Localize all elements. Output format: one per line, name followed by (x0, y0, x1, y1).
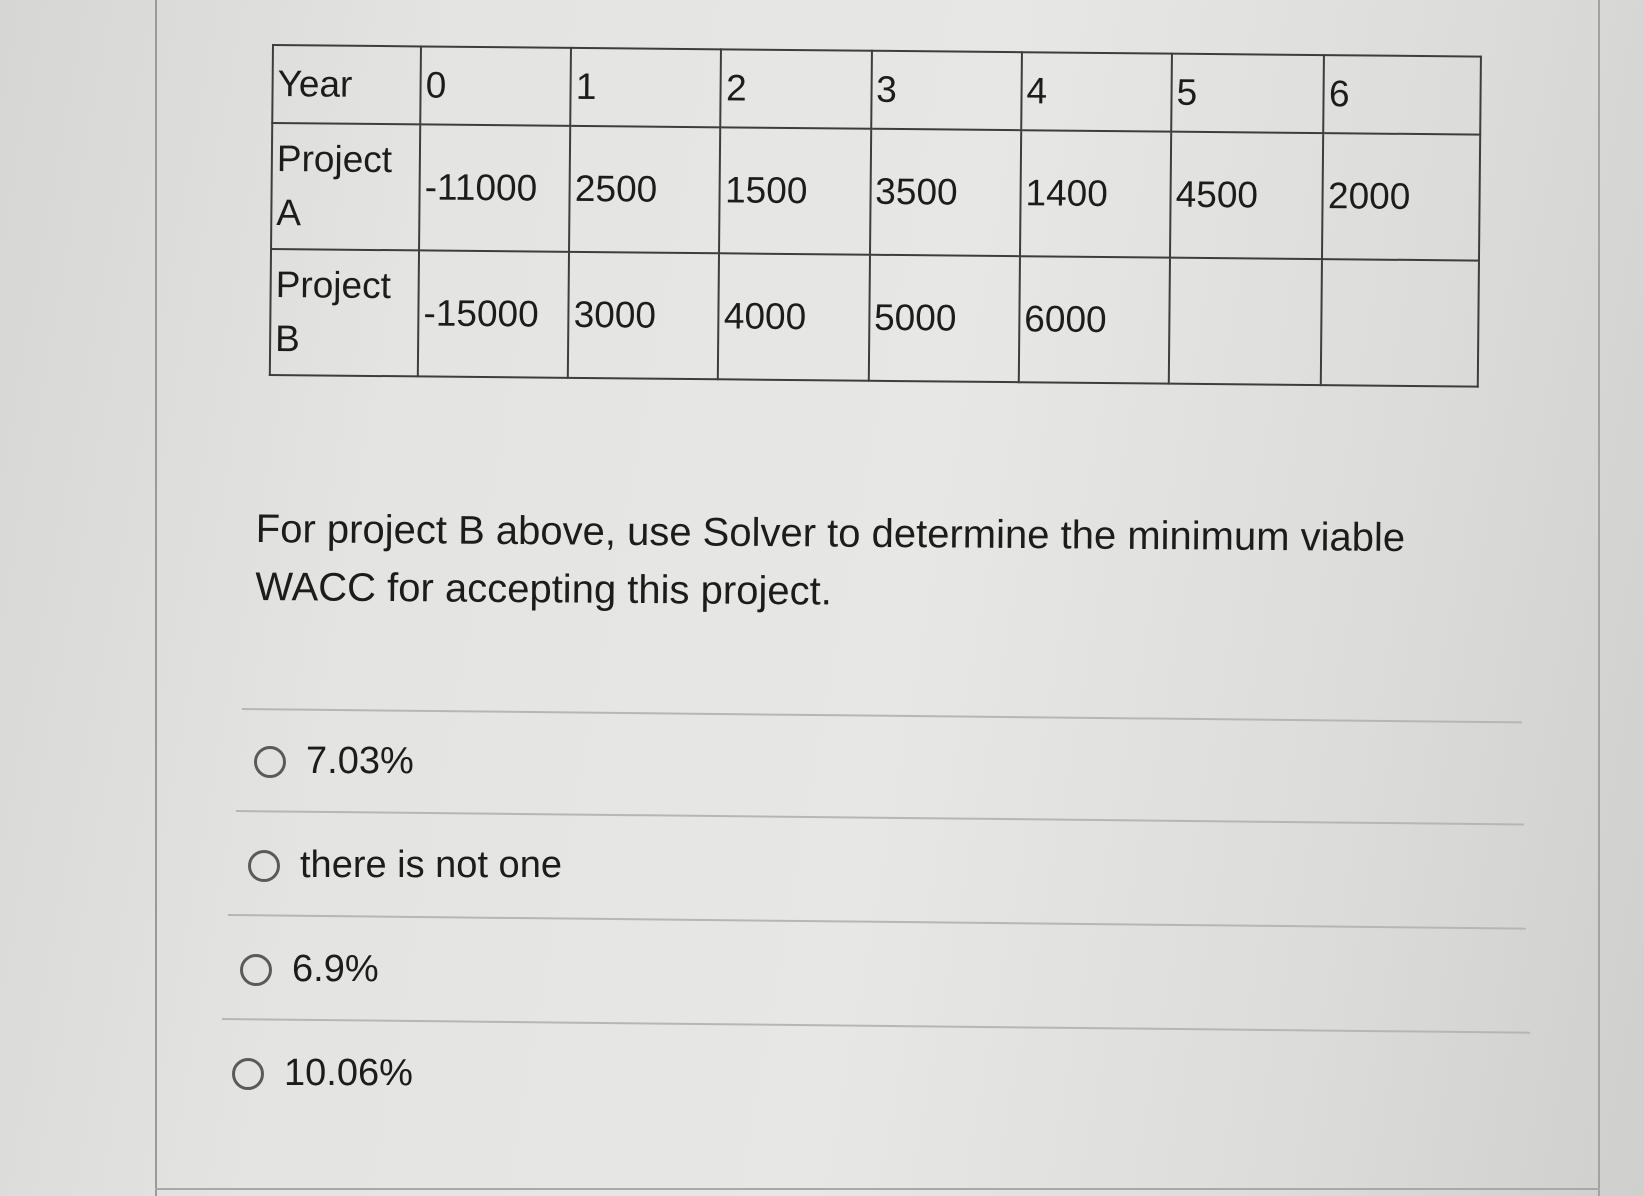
year-cell: 5 (1171, 54, 1324, 133)
cash-flow-cell: 3000 (568, 252, 719, 379)
answer-option-3[interactable] (240, 948, 379, 991)
cash-flow-cell (1321, 259, 1479, 386)
year-cell: 6 (1324, 55, 1481, 134)
year-cell: 0 (420, 46, 571, 125)
project-b-label-cell (270, 249, 419, 376)
cash-flow-cell: -11000 (419, 124, 570, 251)
option-label: 7.03% (306, 740, 414, 782)
cash-flow-cell: 6000 (1019, 256, 1170, 383)
answer-option-1[interactable] (254, 740, 414, 783)
question-text: For project B above, use Solver to determine the minimum viable WACC for accepting this project. (255, 506, 1406, 614)
radio-button-icon[interactable] (248, 850, 280, 882)
cash-flow-cell: -15000 (418, 250, 569, 377)
year-cell: 2 (721, 49, 872, 128)
answer-option-2[interactable] (248, 844, 562, 887)
table-row-project-b (270, 249, 1479, 387)
option-divider (242, 708, 1522, 723)
cash-flow-cell: 2500 (569, 126, 720, 253)
answer-option-4[interactable] (232, 1052, 413, 1095)
option-label: there is not one (300, 844, 562, 886)
year-cell: 1 (571, 48, 722, 127)
project-label-line2: A (276, 192, 302, 234)
project-a-label-cell (271, 123, 420, 250)
year-header-cell: Year (272, 45, 421, 124)
cash-flow-table (269, 44, 1482, 388)
cash-flow-cell: 4000 (718, 253, 869, 380)
cash-flow-cell: 2000 (1322, 133, 1480, 260)
option-label: 10.06% (284, 1052, 413, 1094)
cash-flow-cell: 4500 (1170, 132, 1324, 259)
radio-button-icon[interactable] (240, 954, 272, 986)
option-label: 6.9% (292, 948, 379, 990)
page-edge-bottom (155, 1188, 1600, 1190)
project-label-line2: B (274, 318, 301, 360)
page-edge-right (1598, 0, 1600, 1196)
project-label-line1: Project (275, 264, 392, 307)
cash-flow-cell: 5000 (868, 255, 1019, 382)
radio-button-icon[interactable] (232, 1058, 264, 1090)
radio-button-icon[interactable] (254, 746, 286, 778)
table-header-row (272, 45, 1481, 135)
option-divider (228, 914, 1526, 930)
option-divider (222, 1018, 1530, 1034)
year-cell: 4 (1021, 52, 1172, 131)
cash-flow-cell: 1400 (1020, 130, 1171, 257)
table-row-project-a (271, 123, 1480, 261)
cash-flow-cell: 1500 (719, 127, 870, 254)
project-label-line1: Project (276, 138, 393, 181)
cash-flow-cell: 3500 (870, 129, 1021, 256)
year-cell: 3 (871, 51, 1022, 130)
cash-flow-cell (1169, 258, 1323, 385)
page-edge-left (155, 0, 157, 1196)
option-divider (236, 810, 1524, 825)
